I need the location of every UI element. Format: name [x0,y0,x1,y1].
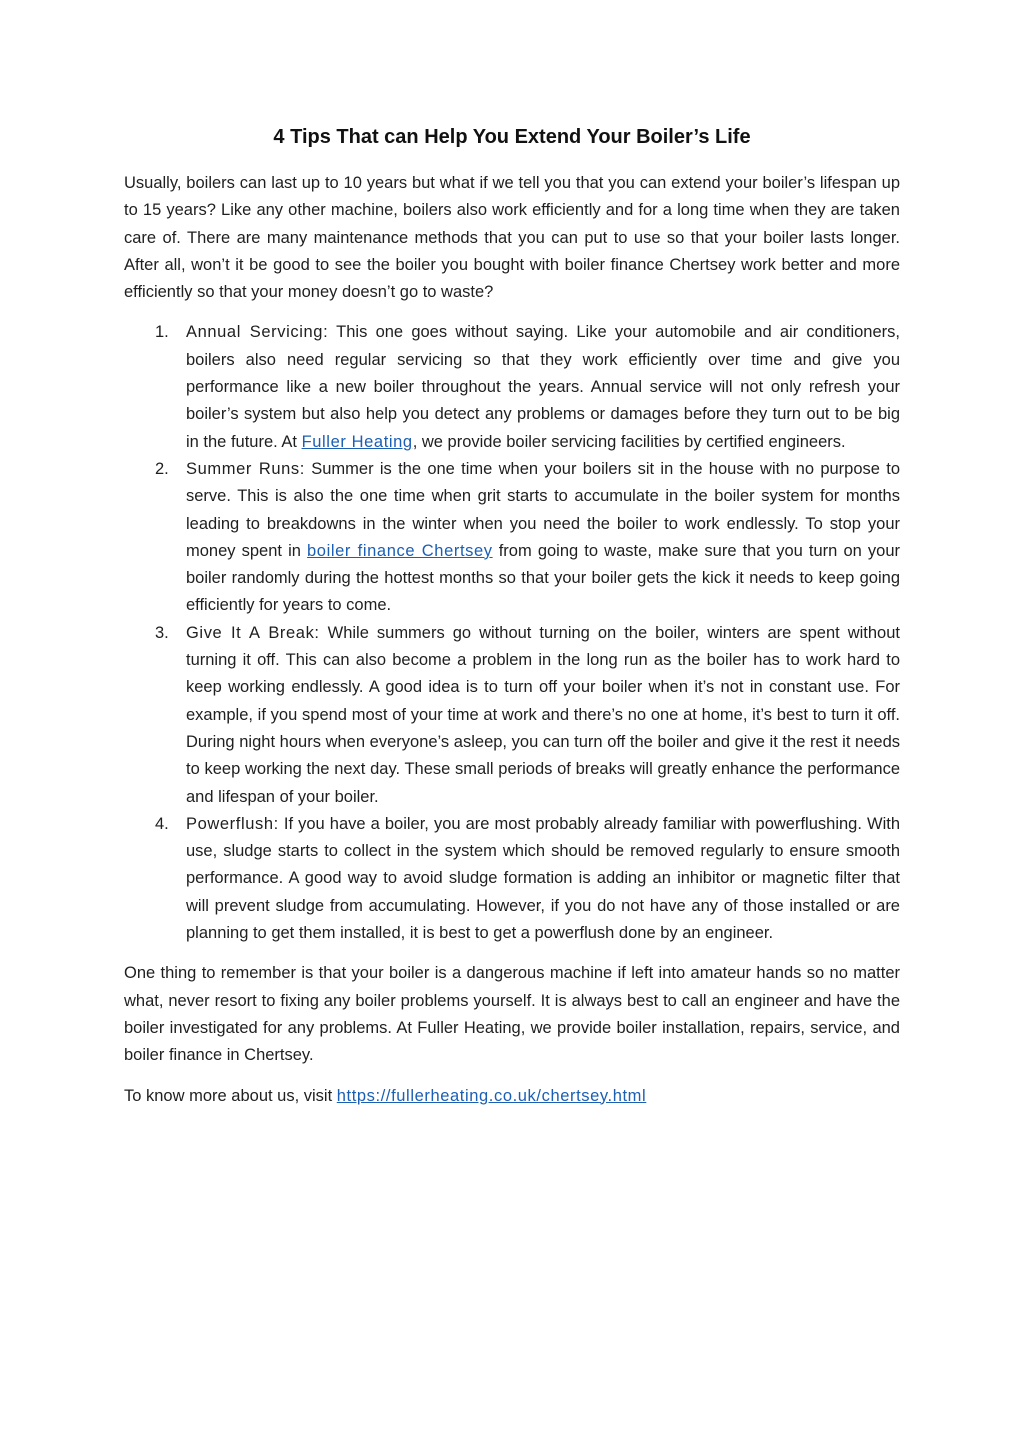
tip-text: If you have a boiler, you are most probably already familiar with powerflushing. With use, sludge starts to collect in the system which should be removed regularly to ensure smooth performance. A good way to avoid sludge formation is adding an inhibitor or magnetic filter that will prevent sludge from accumulating. However, if you do not have any of those installed or are planning to get them installed, it is best to get a powerflush done by an engineer. [186,814,900,943]
intro-paragraph: Usually, boilers can last up to 10 years but what if we tell you that you can extend your boiler’s lifespan up to 15 years? Like any other machine, boilers also work efficiently and for a long time when they are taken care of. There are many maintenance methods that you can put to use so that your boiler lasts longer. After all, won’t it be good to see the boiler you bought with boiler finance Chertsey work better and more efficiently so that your money doesn’t go to waste? [124,174,900,302]
tip-text-after: from going to waste, make sure that you turn on your boiler randomly during the hottest months so that your boiler gets the kick it needs to keep going efficiently for years to come. [186,541,900,615]
tip-heading: Give It A Break: [186,623,320,642]
boiler-finance-chertsey-link[interactable]: boiler finance Chertsey [307,541,493,560]
fuller-heating-link[interactable]: Fuller Heating [301,432,413,451]
visit-paragraph [124,1083,900,1110]
tips-list [124,319,900,947]
document-page [124,122,900,1110]
document-title: 4 Tips That can Help You Extend Your Boiler’s Life [273,126,751,148]
closing-paragraph: One thing to remember is that your boiler is a dangerous machine if left into amateur hands so no matter what, never resort to fixing any boiler problems yourself. It is always best to call an engineer and have the boiler investigated for any problems. At Fuller Heating, we provide boiler installation, repairs, service, and boiler finance in Chertsey. [124,964,900,1065]
tip-number: 2. [155,459,169,478]
list-item [124,456,900,620]
tip-heading: Annual Servicing: [186,323,329,342]
visit-prefix: To know more about us, visit [124,1086,337,1105]
website-link[interactable]: https://fullerheating.co.uk/chertsey.html [336,1086,647,1105]
list-item [124,319,900,455]
tip-number: 4. [155,814,169,833]
tip-heading: Summer Runs: [186,459,305,478]
tip-text: This one goes without saying. Like your automobile and air conditioners, boilers also need regular servicing so that they work efficiently over time and give you performance like a new boiler throughout the years. Annual service will not only refresh your boiler’s system but also help you detect any problems or damages before they turn out to be big in the future. At [186,323,900,451]
tip-text-after: , we provide boiler servicing facilities by certified engineers. [412,432,846,451]
tip-heading: Powerflush: [186,814,279,833]
tip-number: 1. [155,323,169,342]
tip-text: While summers go without turning on the boiler, winters are spent without turning it off. This can also become a problem in the long run as the boiler has to work hard to keep working endlessly. A good idea is to turn off your boiler when it’s not in constant use. For example, if you spend most of your time at work and there’s no one at home, it’s best to turn it off. During night hours when everyone’s asleep, you can turn off the boiler and give it the rest it needs to keep working the next day. These small periods of breaks will greatly enhance the performance and lifespan of your boiler. [186,623,900,806]
list-item [124,811,900,947]
list-item [124,620,900,811]
tip-number: 3. [155,623,169,642]
tip-text: Summer is the one time when your boilers sit in the house with no purpose to serve. This is also the one time when grit starts to accumulate in the boiler system for months leading to breakdowns in the winter when you need the boiler to work endlessly. To stop your money spent in [186,459,901,560]
